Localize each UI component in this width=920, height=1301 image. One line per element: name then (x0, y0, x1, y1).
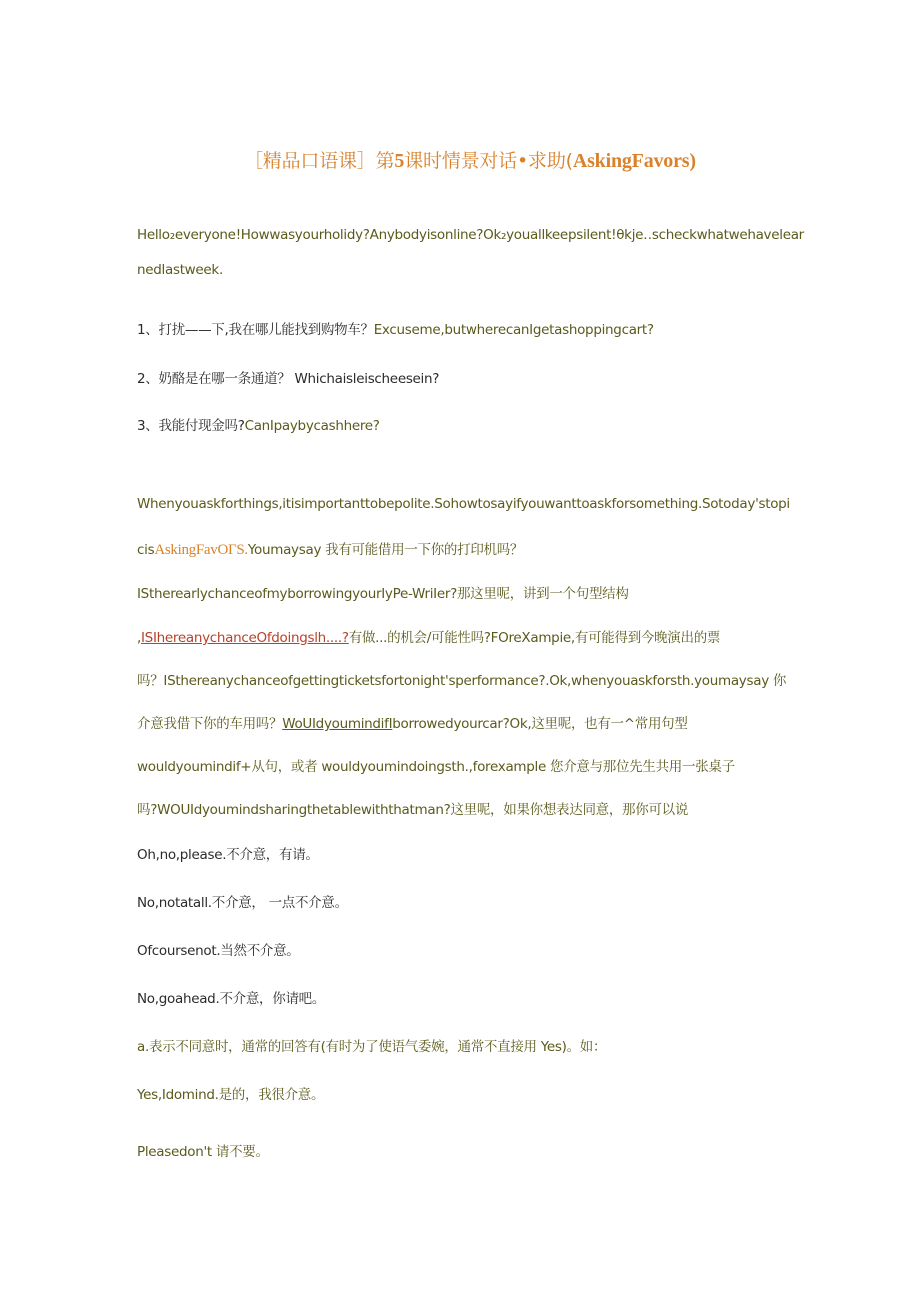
intro-line-1: Hello₂everyone!Howwasyourholidy?Anybodyisonline?Ok₂youallkeepsilent!θkje‥scheckwhatwehavelear (137, 227, 804, 243)
body-line-4-start: , (137, 630, 141, 646)
question-2-number: 2、 (137, 371, 159, 387)
body-line-2-start: cis (137, 542, 155, 558)
question-1-english: Excuseme,butwherecanIgetashoppingcart? (373, 322, 654, 338)
question-2-chinese: 奶酪是在哪一条通道？ (158, 371, 291, 387)
page-title (244, 146, 696, 173)
title-english: AskingFavors) (572, 150, 696, 172)
question-3-english: CanIpaybycashhere? (244, 418, 380, 434)
body-line-6-end: borrowedyourcar?Ok,这里呢，也有一^常用句型 (392, 716, 688, 732)
title-number: 5 (394, 150, 405, 172)
disagree-answer-2: Pleasedon't 请不要。 (137, 1144, 269, 1160)
question-2-english: Whichaisleischeesein? (294, 371, 440, 387)
body-line-5: 吗？ISthereanychanceofgettingticketsfortonight'sperformance?.Ok,whenyouaskforsth.youmaysay 你 (137, 673, 787, 689)
question-1-number: 1、 (137, 322, 159, 338)
body-line-6-start: 介意我借下你的车用吗？ (137, 716, 283, 732)
answer-4: No,goahead.不介意，你请吧。 (137, 991, 326, 1007)
body-line-8: 吗?WOUIdyoumindsharingthetablewiththatman?这里呢，如果你想表达同意，那你可以说 (137, 802, 689, 818)
topic-asking-favors: AskingFavOΓS. (154, 542, 248, 558)
body-line-1: Whenyouaskforthings,itisimportanttobepolite.Sohowtosayifyouwanttoaskforsomething.Sotoday'stopi (137, 496, 790, 512)
body-line-6 (137, 712, 688, 732)
body-line-2 (137, 538, 523, 559)
title-middle: 课时情景对话•求助( (404, 150, 573, 172)
body-line-4 (137, 626, 720, 646)
question-1 (137, 318, 654, 338)
question-3-number: 3、 (137, 418, 159, 434)
sentence-pattern-would-you-mind: WoUIdyoumindifI (282, 716, 393, 732)
body-line-2-end: Youmaysay 我有可能借用一下你的打印机吗？ (247, 542, 524, 558)
question-3-chinese: 我能付现金吗? (158, 418, 245, 434)
title-prefix: ［精品口语课］第 (244, 150, 395, 172)
question-3 (137, 414, 380, 434)
body-line-3: IStherearlychanceofmyborrowingyourIyPe-WriIer?那这里呢，讲到一个句型结构 (137, 586, 629, 602)
answer-3: Ofcoursenot.当然不介意。 (137, 943, 300, 959)
sentence-pattern-chance: ISIhereanychanceOfdoingslh....? (141, 630, 349, 646)
intro-line-2: nedlastweek. (137, 262, 223, 278)
answer-2: No,notatall.不介意， 一点不介意。 (137, 895, 348, 911)
disagree-intro: a.表示不同意时，通常的回答有(有时为了使语气委婉，通常不直接用 Yes)。如： (137, 1039, 607, 1055)
body-line-7: wouldyoumindif+从句，或者 wouldyoumindoingsth.,forexample 您介意与那位先生共用一张桌子 (137, 759, 735, 775)
question-1-chinese: 打扰——下,我在哪儿能找到购物车？ (158, 322, 374, 338)
body-line-4-end: 有做...的机会/可能性吗?FOreXampie,有可能得到今晚演出的票 (348, 630, 721, 646)
question-2 (137, 367, 439, 387)
disagree-answer-1: Yes,Idomind.是的，我很介意。 (137, 1087, 325, 1103)
answer-1: Oh,no,please.不介意，有请。 (137, 847, 319, 863)
